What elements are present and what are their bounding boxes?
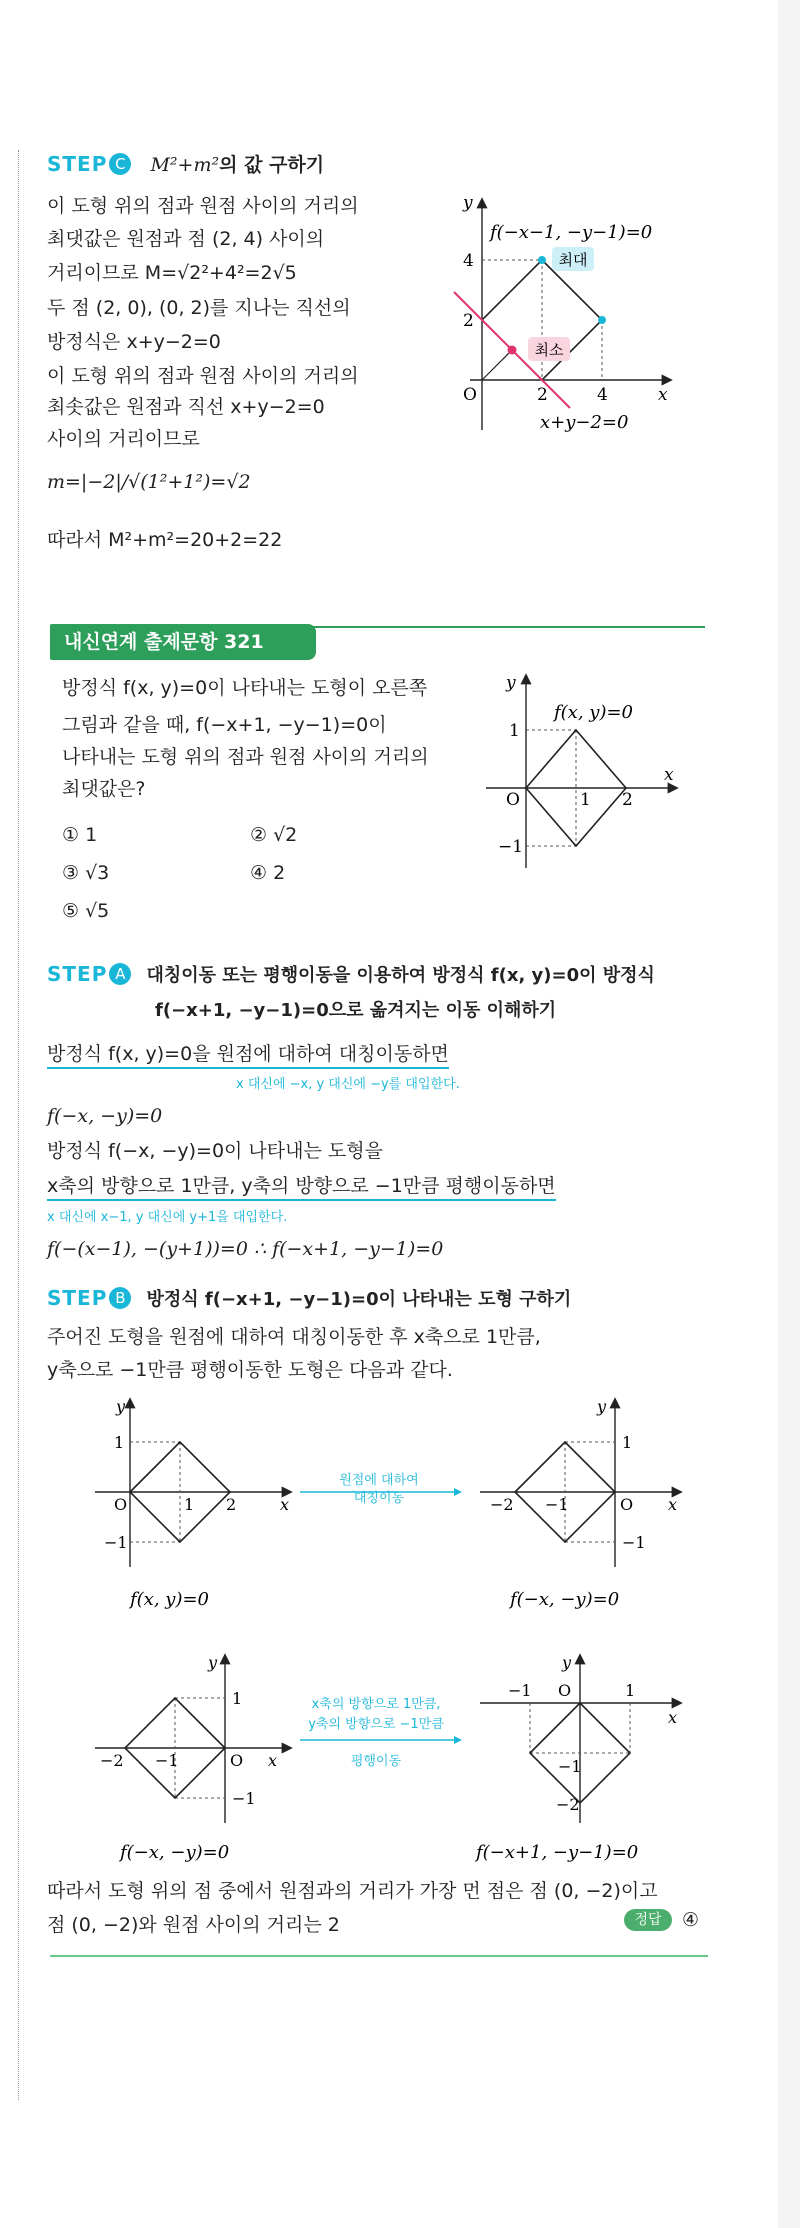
tick-y-minus-1: −1 [622, 1533, 646, 1552]
bottom-divider [50, 1955, 708, 1957]
tick-x-1: 1 [580, 790, 591, 810]
arrow-1-line-2: 대칭이동 [353, 1491, 405, 1506]
step-c-line-1: 이 도형 위의 점과 원점 사이의 거리의 [47, 195, 359, 217]
step-label: STEP [47, 962, 108, 986]
answer-badge: 정답 [624, 1909, 672, 1931]
step-a-note-2: x 대신에 x−1, y 대신에 y+1을 대입한다. [47, 1210, 288, 1225]
problem-banner: 내신연계 출제문항 321 [50, 624, 316, 660]
step-a-line-1 [47, 1045, 449, 1064]
tick-y-1: 1 [232, 1689, 243, 1708]
step-a-title-1: 대칭이동 또는 평행이동을 이용하여 방정식 f(x, y)=0이 방정식 [146, 965, 655, 986]
tick-x-2: 2 [622, 790, 633, 810]
step-c-line-10: 따라서 M²+m²=20+2=22 [47, 529, 283, 551]
graph-reflected-2 [90, 1648, 310, 1878]
x-label: x [268, 1751, 278, 1770]
origin-label: O [230, 1751, 244, 1770]
step-c-graph [440, 190, 690, 445]
origin-label: O [620, 1495, 634, 1514]
tick-y-minus-1: −1 [558, 1757, 582, 1776]
step-label: STEP [47, 152, 108, 176]
tick-x-1: 1 [184, 1495, 195, 1514]
tick-y-1: 1 [509, 721, 520, 741]
y-label: y [116, 1397, 126, 1416]
step-a-line-2: f(−x, −y)=0 [47, 1105, 163, 1127]
banner-line [300, 626, 705, 628]
tick-y-minus-1: −1 [104, 1533, 128, 1552]
graph-original [90, 1392, 300, 1632]
caption-4: f(−x+1, −y−1)=0 [476, 1842, 639, 1863]
step-c-line-8: 사이의 거리이므로 [47, 428, 200, 450]
curve-label: f(x, y)=0 [554, 702, 634, 723]
min-label: 최소 [534, 341, 564, 359]
choice-4: ④ 2 [250, 862, 286, 884]
step-b-title: 방정식 f(−x+1, −y−1)=0이 나타내는 도형 구하기 [146, 1289, 572, 1310]
step-c-line-7: 최솟값은 원점과 직선 x+y−2=0 [47, 396, 325, 418]
step-a-note-1: x 대신에 −x, y 대신에 −y를 대입한다. [236, 1077, 460, 1092]
caption-2: f(−x, −y)=0 [510, 1589, 620, 1610]
tick-x-minus-2: −2 [490, 1495, 514, 1514]
step-b-line-2: y축으로 −1만큼 평행이동한 도형은 다음과 같다. [47, 1359, 453, 1381]
margin-dotted-line [18, 150, 19, 2100]
x-label: x [658, 385, 668, 405]
step-a-line-4-text: x축의 방향으로 1만큼, y축의 방향으로 −1만큼 평행이동하면 [47, 1175, 556, 1201]
step-c-line-5: 방정식은 x+y−2=0 [47, 331, 221, 353]
max-point [538, 256, 546, 264]
origin-label: O [558, 1681, 572, 1700]
step-letter-badge: A [109, 963, 131, 985]
problem-graph [476, 668, 686, 873]
choice-3: ③ √3 [62, 862, 110, 884]
caption-1: f(x, y)=0 [130, 1589, 210, 1610]
step-c-line-3: 거리이므로 M=√2²+4²=2√5 [47, 262, 297, 284]
origin-label: O [506, 790, 520, 810]
step-c-title-text: 의 값 구하기 [219, 154, 325, 176]
step-a-line-3: 방정식 f(−x, −y)=0이 나타내는 도형을 [47, 1140, 383, 1162]
tick-x-4: 4 [597, 385, 608, 405]
y-label: y [562, 1653, 572, 1672]
choice-2: ② √2 [250, 824, 298, 846]
y-label: y [597, 1397, 607, 1416]
caption-3: f(−x, −y)=0 [120, 1842, 230, 1863]
conclusion-line-1: 따라서 도형 위의 점 중에서 원점과의 거리가 가장 먼 점은 점 (0, −2)이고 [47, 1880, 658, 1902]
tick-y-4: 4 [463, 251, 474, 271]
step-b-line-1: 주어진 도형을 원점에 대하여 대칭이동한 후 x축으로 1만큼, [47, 1326, 541, 1348]
problem-line-1: 방정식 f(x, y)=0이 나타내는 도형이 오른쪽 [62, 677, 428, 699]
answer-value: ④ [682, 1909, 700, 1931]
curve-label: f(−x−1, −y−1)=0 [490, 222, 653, 243]
step-b-header [47, 1286, 571, 1310]
tick-x-minus-2: −2 [100, 1751, 124, 1770]
conclusion-line-2: 점 (0, −2)와 원점 사이의 거리는 2 [47, 1914, 340, 1936]
tick-y-1: 1 [114, 1433, 125, 1452]
step-c-m-formula [47, 473, 251, 492]
min-point [508, 346, 517, 355]
arrow-1 [296, 1486, 466, 1498]
step-a-line-4 [47, 1177, 556, 1196]
choice-1: ① 1 [62, 824, 98, 846]
graph-reflected [470, 1392, 690, 1632]
step-letter-badge: B [109, 1287, 131, 1309]
choice-5: ⑤ √5 [62, 900, 110, 922]
arrow-2-line-1: x축의 방향으로 1만큼, [311, 1697, 441, 1712]
y-label: y [208, 1653, 218, 1672]
x-label: x [668, 1708, 678, 1727]
corner-point [598, 316, 606, 324]
step-a-line-1-text: 방정식 f(x, y)=0을 원점에 대하여 대칭이동하면 [47, 1043, 449, 1069]
arrow-2-line-2: y축의 방향으로 −1만큼 [308, 1717, 444, 1732]
y-label: y [463, 193, 473, 213]
step-a-header [47, 962, 655, 986]
step-letter-badge: C [109, 153, 131, 175]
arrow-2-label [286, 1695, 466, 1735]
problem-line-2: 그림과 같을 때, f(−x+1, −y−1)=0이 [62, 714, 387, 736]
tick-y-minus-1: −1 [232, 1789, 256, 1808]
step-a-line-5: f(−(x−1), −(y+1))=0 ∴ f(−x+1, −y−1)=0 [47, 1238, 444, 1260]
tick-y-minus-2: −2 [556, 1795, 580, 1814]
x-label: x [668, 1495, 678, 1514]
arrow-2-line-3: 평행이동 [350, 1754, 402, 1769]
arrow-1-line-1: 원점에 대하여 [339, 1473, 419, 1488]
line-label: x+y−2=0 [540, 412, 629, 433]
tick-x-minus-1: −1 [508, 1681, 532, 1700]
y-label: y [506, 673, 516, 693]
step-a-title-2: f(−x+1, −y−1)=0으로 옮겨지는 이동 이해하기 [155, 1000, 557, 1021]
tick-y-minus-1: −1 [498, 837, 524, 857]
arrow-2 [296, 1734, 466, 1746]
problem-line-4: 최댓값은? [62, 778, 146, 800]
step-c-title-math: M²+m² [150, 154, 220, 176]
max-label: 최대 [558, 251, 588, 269]
origin-label: O [463, 385, 477, 405]
problem-line-3: 나타내는 도형 위의 점과 원점 사이의 거리의 [62, 746, 429, 768]
tick-y-2: 2 [463, 311, 474, 331]
step-c-line-2: 최댓값은 원점과 점 (2, 4) 사이의 [47, 228, 325, 250]
tick-y-1: 1 [622, 1433, 633, 1452]
tick-x-minus-1: −1 [155, 1751, 179, 1770]
step-c-line-6: 이 도형 위의 점과 원점 사이의 거리의 [47, 365, 359, 387]
origin-label: O [114, 1495, 128, 1514]
step-c-line-4: 두 점 (2, 0), (0, 2)를 지나는 직선의 [47, 297, 351, 319]
tick-x-2: 2 [537, 385, 548, 405]
x-label: x [280, 1495, 290, 1514]
x-label: x [664, 765, 674, 785]
graph-translated [470, 1648, 690, 1878]
tick-x-2: 2 [226, 1495, 237, 1514]
step-label: STEP [47, 1286, 108, 1310]
m-formula-text: m=|−2|/√(1²+1²)=√2 [47, 471, 251, 493]
tick-x-1: 1 [625, 1681, 636, 1700]
step-c-header [47, 152, 324, 176]
tick-x-minus-1: −1 [545, 1495, 569, 1514]
